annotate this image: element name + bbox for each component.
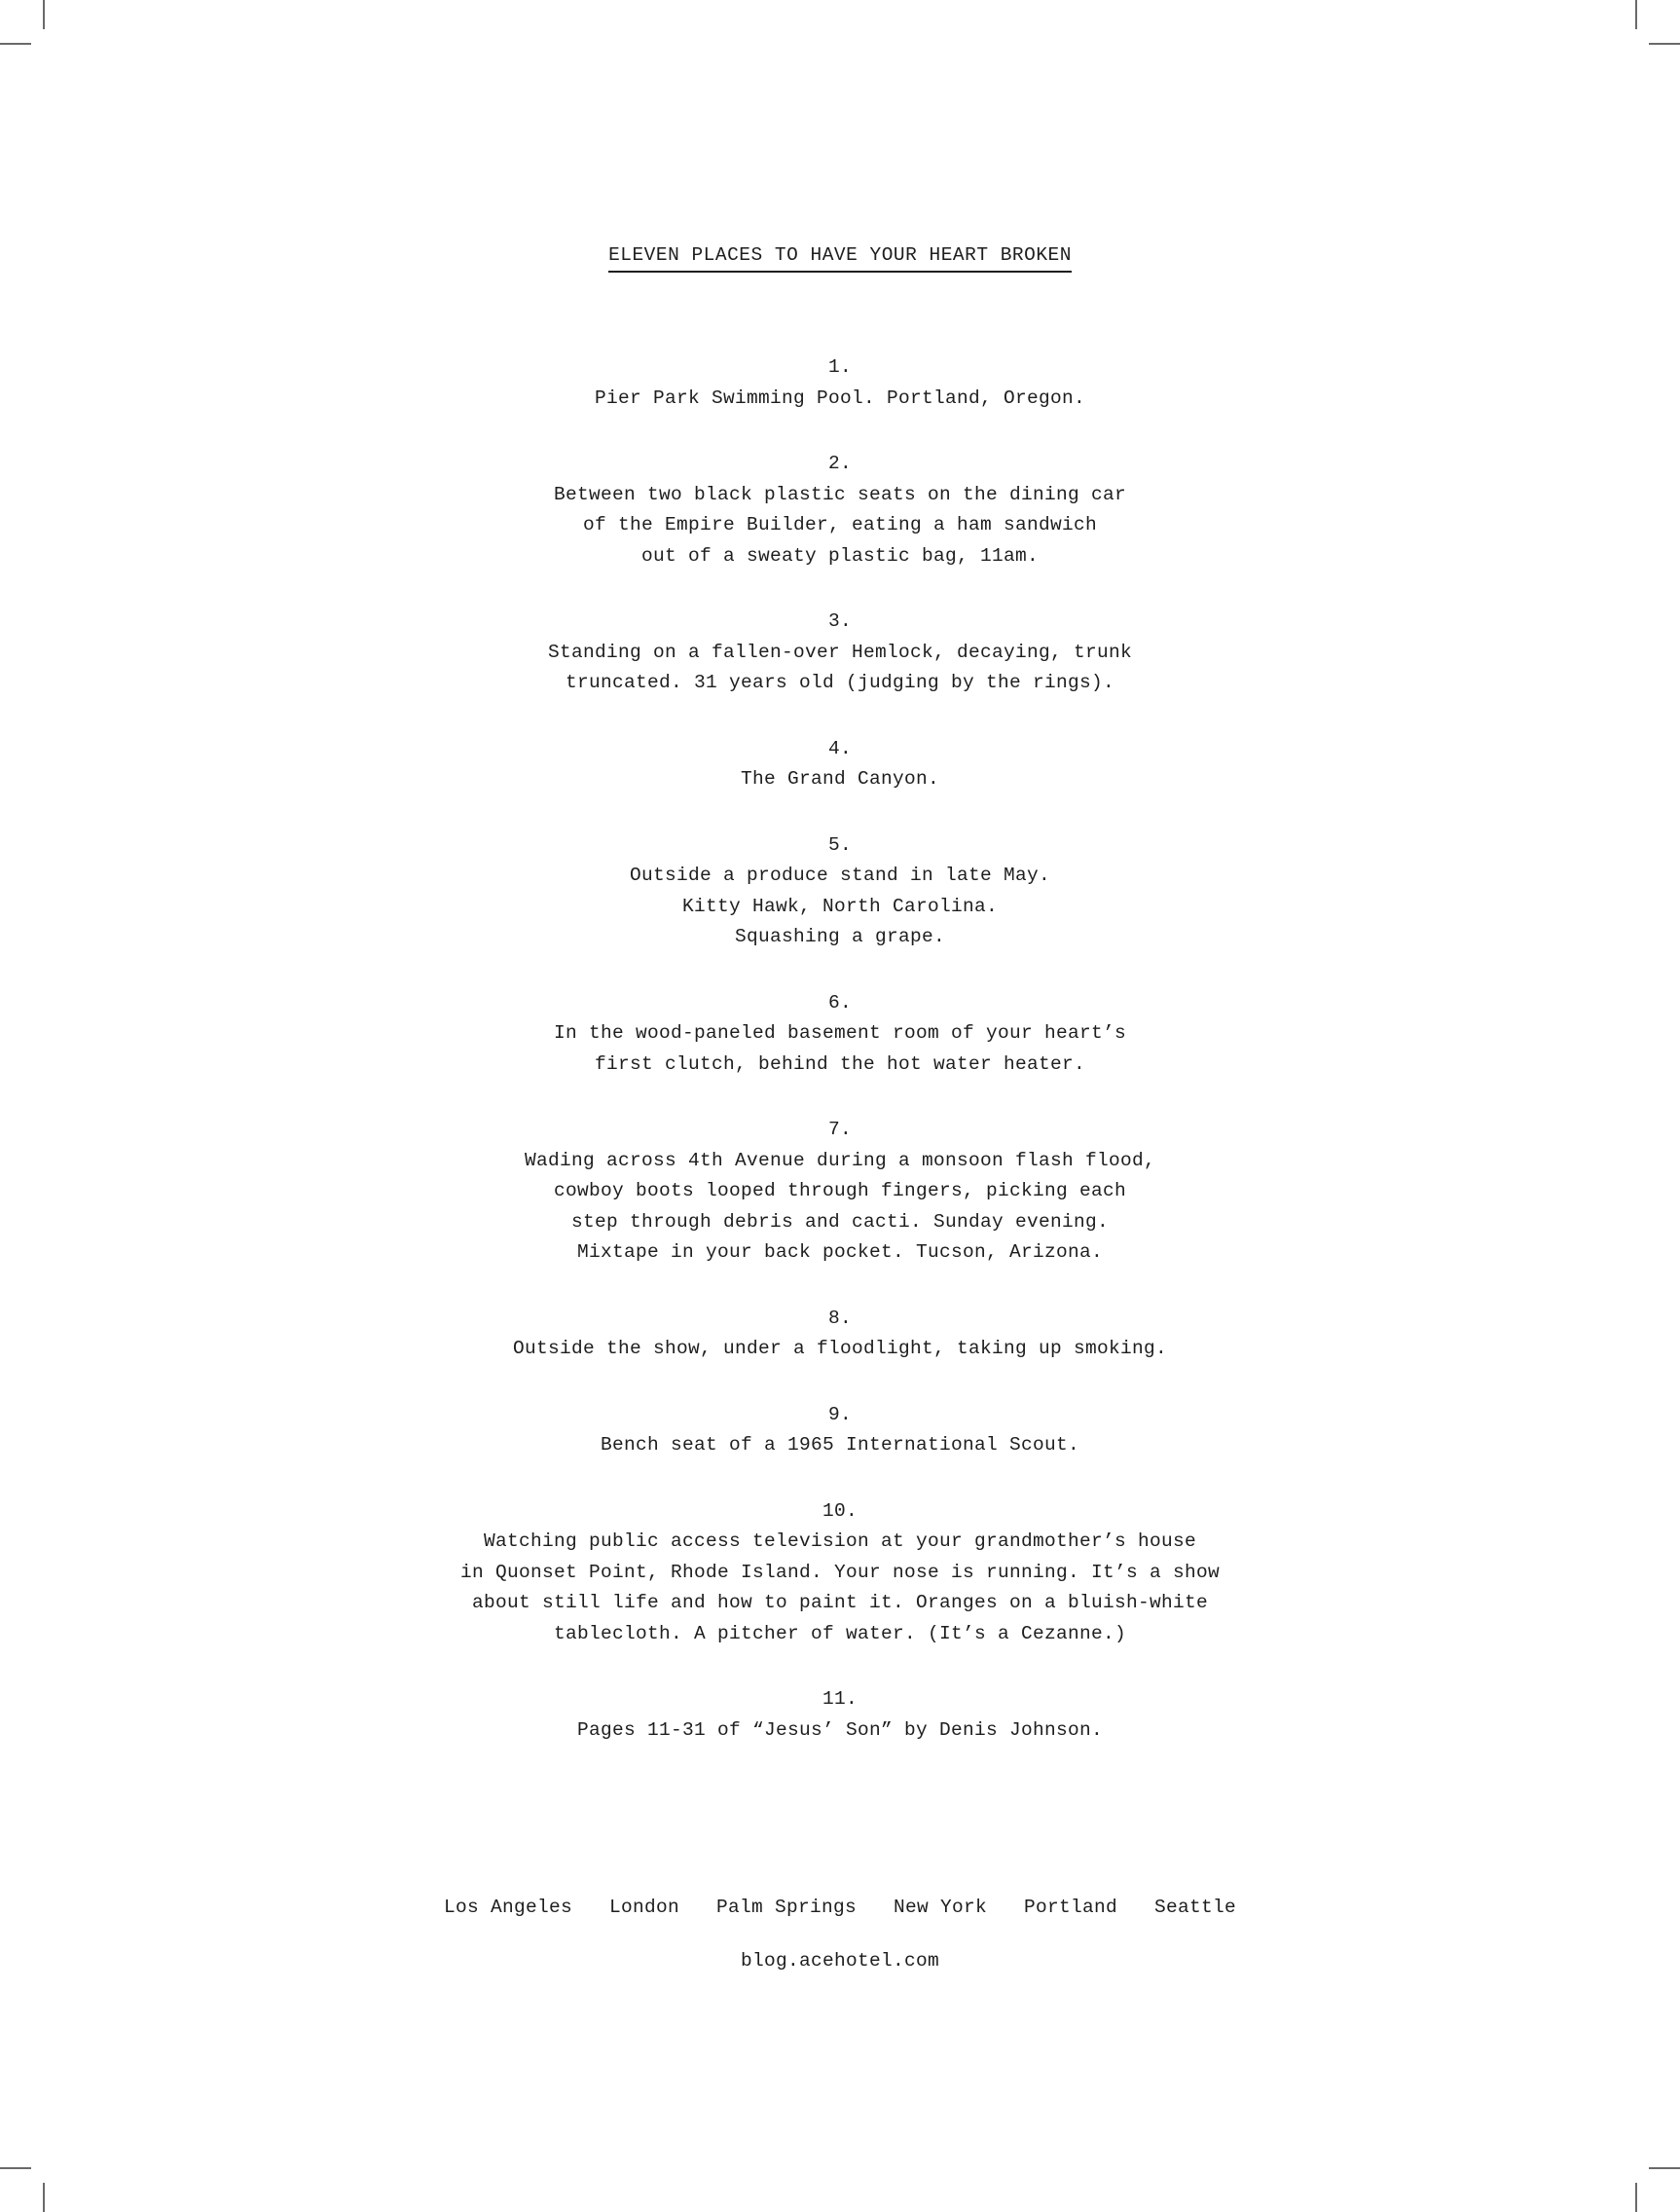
entry-text-line: about still life and how to paint it. Oranges on a bluish-white xyxy=(471,1592,1209,1613)
crop-mark-bottom-left xyxy=(43,2183,45,2212)
list-item xyxy=(0,352,1680,414)
entry-text-line: Mixtape in your back pocket. Tucson, Arizona. xyxy=(576,1241,1104,1263)
crop-mark-top-left-h xyxy=(0,43,31,45)
entry-text-line: of the Empire Builder, eating a ham sandwich xyxy=(582,514,1098,535)
footer-url: blog.acehotel.com xyxy=(740,1950,940,1972)
entry-number: 8. xyxy=(827,1307,852,1329)
entry-text-line: Squashing a grape. xyxy=(734,926,946,947)
entry-text-line: The Grand Canyon. xyxy=(740,768,940,790)
entry-number: 7. xyxy=(827,1119,852,1140)
list-item xyxy=(0,1496,1680,1650)
entry-text-line: step through debris and cacti. Sunday evening. xyxy=(570,1210,1110,1233)
page-title-text: ELEVEN PLACES TO HAVE YOUR HEART BROKEN xyxy=(608,241,1072,273)
entry-text-line: Between two black plastic seats on the dining car xyxy=(553,483,1127,505)
list-item xyxy=(0,1115,1680,1269)
list-item xyxy=(0,1400,1680,1461)
list-item xyxy=(0,830,1680,953)
entry-text-line: Kitty Hawk, North Carolina. xyxy=(681,895,999,917)
list-item xyxy=(0,1684,1680,1746)
entry-text-line: tablecloth. A pitcher of water. (It’s a Cezanne.) xyxy=(553,1622,1127,1644)
list-item xyxy=(0,988,1680,1081)
crop-mark-top-right xyxy=(1635,0,1637,29)
entry-text-line: Outside the show, under a floodlight, taking up smoking. xyxy=(512,1338,1168,1359)
list-item xyxy=(0,1304,1680,1365)
entry-number: 1. xyxy=(827,356,852,378)
footer-city: Portland xyxy=(1024,1897,1118,1918)
entry-text-line: cowboy boots looped through fingers, picking each xyxy=(553,1180,1127,1201)
entry-text-line: Pier Park Swimming Pool. Portland, Oregon. xyxy=(594,387,1086,409)
entry-number: 5. xyxy=(827,833,852,856)
entry-number: 2. xyxy=(827,453,852,474)
footer-city-list xyxy=(0,1893,1680,1922)
entry-number: 9. xyxy=(827,1403,852,1425)
entry-number: 11. xyxy=(822,1688,858,1710)
footer-city: London xyxy=(608,1897,679,1918)
footer-city: Seattle xyxy=(1154,1897,1237,1918)
entry-number: 3. xyxy=(827,610,852,632)
footer-city: Palm Springs xyxy=(715,1897,858,1918)
entry-number: 10. xyxy=(822,1499,858,1522)
crop-mark-bottom-left-h xyxy=(0,2167,31,2169)
entry-list xyxy=(0,352,1680,1781)
entry-text-line: Bench seat of a 1965 International Scout. xyxy=(600,1434,1080,1456)
crop-mark-bottom-right-h xyxy=(1649,2167,1680,2169)
entry-text-line: in Quonset Point, Rhode Island. Your nose is running. It’s a show xyxy=(459,1561,1221,1583)
entry-text-line: Standing on a fallen-over Hemlock, decaying, trunk xyxy=(547,641,1133,663)
page-title xyxy=(0,241,1680,273)
list-item xyxy=(0,734,1680,795)
entry-number: 6. xyxy=(827,991,852,1014)
entry-text-line: first clutch, behind the hot water heater. xyxy=(594,1052,1086,1075)
entry-text-line: Wading across 4th Avenue during a monsoon flash flood, xyxy=(524,1149,1156,1171)
entry-text-line: In the wood-paneled basement room of your heart’s xyxy=(553,1022,1127,1044)
entry-text-line: out of a sweaty plastic bag, 11am. xyxy=(640,544,1040,567)
entry-number: 4. xyxy=(827,737,852,759)
crop-mark-top-right-h xyxy=(1649,43,1680,45)
crop-mark-top-left xyxy=(43,0,45,29)
list-item xyxy=(0,607,1680,699)
entry-text-line: truncated. 31 years old (judging by the rings). xyxy=(565,672,1115,693)
entry-text-line: Pages 11-31 of “Jesus’ Son” by Denis Johnson. xyxy=(576,1718,1104,1741)
crop-mark-bottom-right xyxy=(1635,2183,1637,2212)
list-item xyxy=(0,449,1680,571)
entry-text-line: Outside a produce stand in late May. xyxy=(629,865,1051,886)
footer-city: New York xyxy=(894,1897,988,1918)
footer-city: Los Angeles xyxy=(443,1897,572,1918)
entry-text-line: Watching public access television at your grandmother’s house xyxy=(483,1530,1197,1552)
